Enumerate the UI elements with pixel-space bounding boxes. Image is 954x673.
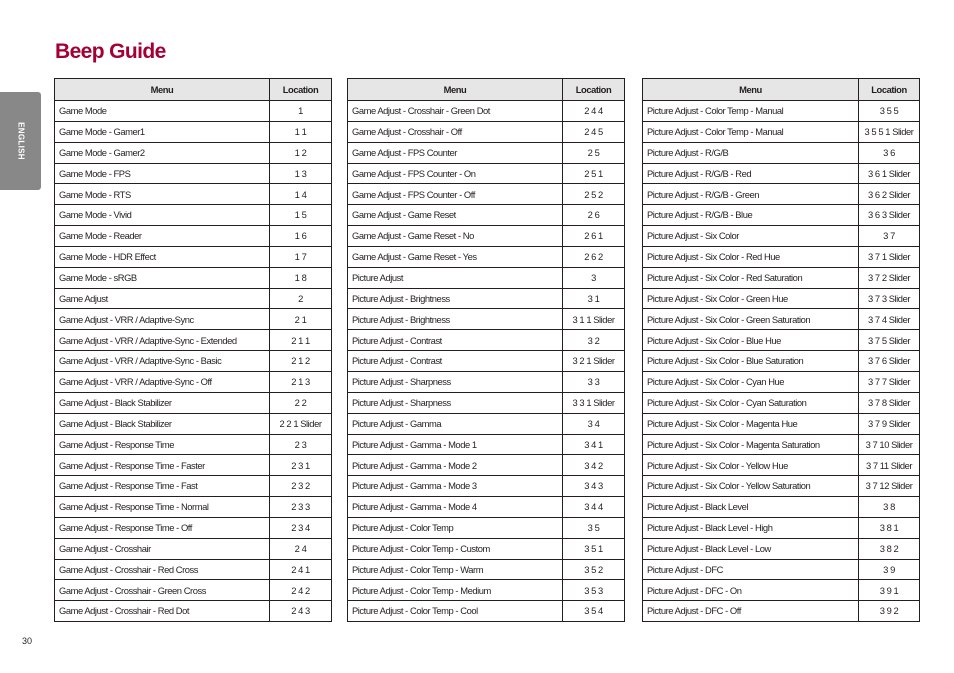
menu-cell: Picture Adjust - R/G/B (643, 142, 859, 163)
language-tab (0, 92, 41, 190)
location-cell: 2 5 (563, 142, 625, 163)
menu-cell: Picture Adjust - Color Temp - Manual (643, 101, 859, 122)
table-row (348, 163, 625, 184)
table-row (643, 455, 920, 476)
table-row (55, 205, 332, 226)
table-row (643, 142, 920, 163)
menu-cell: Game Adjust - VRR / Adaptive-Sync - Extended (55, 330, 270, 351)
menu-cell: Game Adjust - VRR / Adaptive-Sync - Off (55, 371, 270, 392)
location-cell: 2 4 5 (563, 121, 625, 142)
location-cell: 3 9 1 (859, 580, 920, 601)
table-row (55, 517, 332, 538)
table-row (643, 434, 920, 455)
location-cell: 2 4 2 (270, 580, 332, 601)
menu-cell: Picture Adjust - Six Color - Yellow Hue (643, 455, 859, 476)
menu-cell: Game Adjust - FPS Counter (348, 142, 563, 163)
table-row (348, 455, 625, 476)
menu-cell: Picture Adjust - Contrast (348, 351, 563, 372)
location-cell: 3 5 2 (563, 559, 625, 580)
menu-cell: Game Adjust (55, 288, 270, 309)
language-tab-label: ENGLISH (16, 122, 25, 160)
table-row (643, 601, 920, 622)
menu-cell: Picture Adjust - Six Color - Magenta Saturation (643, 434, 859, 455)
table-row (643, 309, 920, 330)
menu-column-header: Menu (348, 79, 563, 101)
location-cell: 2 6 2 (563, 246, 625, 267)
table-row (348, 351, 625, 372)
table-row (55, 101, 332, 122)
location-cell: 3 6 2 Slider (859, 184, 920, 205)
table-row (643, 351, 920, 372)
location-cell: 3 7 3 Slider (859, 288, 920, 309)
table-row (643, 580, 920, 601)
location-cell: 2 3 2 (270, 476, 332, 497)
location-cell: 3 8 1 (859, 517, 920, 538)
location-cell: 3 1 (563, 288, 625, 309)
location-cell: 3 2 (563, 330, 625, 351)
location-cell: 3 7 1 Slider (859, 246, 920, 267)
location-cell: 3 6 3 Slider (859, 205, 920, 226)
location-cell: 1 6 (270, 226, 332, 247)
table-header-row (348, 79, 625, 101)
menu-cell: Picture Adjust - Color Temp - Manual (643, 121, 859, 142)
location-cell: 2 4 (270, 538, 332, 559)
table-row (348, 371, 625, 392)
table-row (643, 476, 920, 497)
location-cell: 3 7 7 Slider (859, 371, 920, 392)
location-cell: 3 8 2 (859, 538, 920, 559)
menu-cell: Picture Adjust - Six Color - Red Saturation (643, 267, 859, 288)
location-cell: 2 6 (563, 205, 625, 226)
table-header-row (643, 79, 920, 101)
table-row (55, 497, 332, 518)
location-cell: 3 6 (859, 142, 920, 163)
location-cell: 2 2 1 Slider (270, 413, 332, 434)
menu-cell: Game Adjust - Crosshair - Green Dot (348, 101, 563, 122)
table-header-row (55, 79, 332, 101)
menu-cell: Picture Adjust - R/G/B - Green (643, 184, 859, 205)
table-row (643, 184, 920, 205)
menu-cell: Picture Adjust - Black Level - High (643, 517, 859, 538)
menu-cell: Picture Adjust - Six Color - Yellow Saturation (643, 476, 859, 497)
menu-cell: Game Adjust - Crosshair (55, 538, 270, 559)
location-column-header: Location (270, 79, 332, 101)
menu-cell: Picture Adjust - Color Temp - Warm (348, 559, 563, 580)
table-row (348, 142, 625, 163)
menu-cell: Picture Adjust - Contrast (348, 330, 563, 351)
menu-cell: Game Adjust - Response Time - Faster (55, 455, 270, 476)
table-row (55, 142, 332, 163)
table-row (348, 288, 625, 309)
table-row (643, 226, 920, 247)
table-row (643, 330, 920, 351)
table-row (643, 413, 920, 434)
location-cell: 3 6 1 Slider (859, 163, 920, 184)
menu-cell: Picture Adjust - Gamma - Mode 4 (348, 497, 563, 518)
location-cell: 1 2 (270, 142, 332, 163)
menu-cell: Game Mode - Gamer1 (55, 121, 270, 142)
menu-cell: Game Mode (55, 101, 270, 122)
table-row (55, 580, 332, 601)
menu-cell: Picture Adjust - Six Color - Magenta Hue (643, 413, 859, 434)
menu-cell: Picture Adjust - Color Temp (348, 517, 563, 538)
menu-cell: Game Adjust - Response Time - Off (55, 517, 270, 538)
menu-cell: Game Adjust - Response Time - Normal (55, 497, 270, 518)
table-row (348, 601, 625, 622)
location-cell: 3 7 9 Slider (859, 413, 920, 434)
table-row (643, 538, 920, 559)
menu-cell: Picture Adjust - Gamma - Mode 3 (348, 476, 563, 497)
table-row (348, 226, 625, 247)
location-cell: 1 5 (270, 205, 332, 226)
location-cell: 3 5 (563, 517, 625, 538)
table-row (643, 497, 920, 518)
location-cell: 2 3 1 (270, 455, 332, 476)
menu-cell: Game Adjust - Crosshair - Red Cross (55, 559, 270, 580)
table-row (348, 121, 625, 142)
location-cell: 1 4 (270, 184, 332, 205)
menu-cell: Picture Adjust - Black Level - Low (643, 538, 859, 559)
table-row (348, 267, 625, 288)
table-row (55, 267, 332, 288)
menu-cell: Game Adjust - Black Stabilizer (55, 413, 270, 434)
location-cell: 3 7 10 Slider (859, 434, 920, 455)
menu-cell: Picture Adjust - Gamma - Mode 2 (348, 455, 563, 476)
menu-cell: Game Mode - Reader (55, 226, 270, 247)
table-row (348, 538, 625, 559)
menu-cell: Game Mode - HDR Effect (55, 246, 270, 267)
table-row (643, 517, 920, 538)
location-cell: 1 (270, 101, 332, 122)
location-cell: 3 4 2 (563, 455, 625, 476)
table-row (348, 184, 625, 205)
table-row (643, 246, 920, 267)
location-cell: 3 4 3 (563, 476, 625, 497)
location-cell: 3 2 1 Slider (563, 351, 625, 372)
location-cell: 2 1 2 (270, 351, 332, 372)
table-row (348, 476, 625, 497)
location-cell: 1 3 (270, 163, 332, 184)
location-cell: 3 5 5 1 Slider (859, 121, 920, 142)
table-row (348, 580, 625, 601)
menu-cell: Game Mode - Gamer2 (55, 142, 270, 163)
table-row (55, 163, 332, 184)
menu-cell: Game Adjust - Black Stabilizer (55, 392, 270, 413)
location-cell: 3 4 (563, 413, 625, 434)
menu-cell: Picture Adjust - Six Color - Red Hue (643, 246, 859, 267)
location-cell: 3 7 2 Slider (859, 267, 920, 288)
location-cell: 3 7 12 Slider (859, 476, 920, 497)
menu-cell: Picture Adjust - Black Level (643, 497, 859, 518)
beep-table-3 (642, 78, 920, 622)
table-row (55, 392, 332, 413)
table-row (55, 538, 332, 559)
table-row (348, 559, 625, 580)
location-cell: 2 1 (270, 309, 332, 330)
location-cell: 2 3 4 (270, 517, 332, 538)
location-cell: 3 7 (859, 226, 920, 247)
table-row (55, 309, 332, 330)
page-title: Beep Guide (55, 40, 166, 63)
table-row (55, 121, 332, 142)
menu-column-header: Menu (55, 79, 270, 101)
menu-cell: Picture Adjust - Gamma (348, 413, 563, 434)
table-row (55, 330, 332, 351)
menu-cell: Game Mode - Vivid (55, 205, 270, 226)
table-row (348, 392, 625, 413)
location-cell: 3 7 5 Slider (859, 330, 920, 351)
table-row (643, 392, 920, 413)
menu-cell: Game Adjust - FPS Counter - Off (348, 184, 563, 205)
location-cell: 3 4 4 (563, 497, 625, 518)
location-cell: 3 9 2 (859, 601, 920, 622)
menu-cell: Picture Adjust - R/G/B - Blue (643, 205, 859, 226)
location-cell: 2 1 3 (270, 371, 332, 392)
table-row (348, 309, 625, 330)
table-row (643, 288, 920, 309)
menu-cell: Game Mode - FPS (55, 163, 270, 184)
page-number: 30 (22, 636, 33, 646)
menu-cell: Picture Adjust - Six Color - Blue Saturation (643, 351, 859, 372)
menu-cell: Picture Adjust - Six Color - Blue Hue (643, 330, 859, 351)
location-cell: 3 9 (859, 559, 920, 580)
location-cell: 2 (270, 288, 332, 309)
table-row (55, 226, 332, 247)
location-cell: 2 6 1 (563, 226, 625, 247)
location-cell: 3 7 11 Slider (859, 455, 920, 476)
table-row (643, 267, 920, 288)
table-row (643, 205, 920, 226)
menu-cell: Picture Adjust - Six Color - Green Hue (643, 288, 859, 309)
table-row (55, 413, 332, 434)
location-cell: 3 5 3 (563, 580, 625, 601)
location-cell: 3 5 1 (563, 538, 625, 559)
table-row (348, 413, 625, 434)
location-cell: 2 2 (270, 392, 332, 413)
location-cell: 3 3 (563, 371, 625, 392)
location-cell: 2 1 1 (270, 330, 332, 351)
table-row (348, 101, 625, 122)
table-row (55, 371, 332, 392)
location-cell: 2 5 1 (563, 163, 625, 184)
menu-cell: Picture Adjust - DFC (643, 559, 859, 580)
menu-cell: Game Adjust - Crosshair - Red Dot (55, 601, 270, 622)
table-row (55, 476, 332, 497)
menu-column-header: Menu (643, 79, 859, 101)
table-row (55, 351, 332, 372)
beep-table-1 (54, 78, 332, 622)
table-row (643, 559, 920, 580)
table-row (348, 434, 625, 455)
location-cell: 3 8 (859, 497, 920, 518)
menu-cell: Game Adjust - Response Time - Fast (55, 476, 270, 497)
location-cell: 2 5 2 (563, 184, 625, 205)
menu-cell: Game Adjust - Game Reset (348, 205, 563, 226)
table-row (348, 497, 625, 518)
table-row (55, 559, 332, 580)
location-cell: 3 5 4 (563, 601, 625, 622)
table-row (643, 371, 920, 392)
menu-cell: Game Adjust - Crosshair - Off (348, 121, 563, 142)
menu-cell: Picture Adjust - DFC - Off (643, 601, 859, 622)
table-row (55, 184, 332, 205)
location-cell: 2 3 (270, 434, 332, 455)
menu-cell: Game Adjust - VRR / Adaptive-Sync - Basic (55, 351, 270, 372)
table-row (348, 246, 625, 267)
menu-cell: Picture Adjust - Six Color (643, 226, 859, 247)
location-cell: 1 7 (270, 246, 332, 267)
menu-cell: Game Adjust - VRR / Adaptive-Sync (55, 309, 270, 330)
location-cell: 3 7 4 Slider (859, 309, 920, 330)
menu-cell: Game Adjust - Game Reset - Yes (348, 246, 563, 267)
menu-cell: Picture Adjust - DFC - On (643, 580, 859, 601)
location-cell: 2 4 4 (563, 101, 625, 122)
menu-cell: Picture Adjust - Color Temp - Custom (348, 538, 563, 559)
menu-cell: Picture Adjust - Six Color - Cyan Hue (643, 371, 859, 392)
location-column-header: Location (859, 79, 920, 101)
menu-cell: Game Adjust - Game Reset - No (348, 226, 563, 247)
menu-cell: Picture Adjust - Brightness (348, 309, 563, 330)
location-cell: 3 4 1 (563, 434, 625, 455)
location-cell: 2 4 1 (270, 559, 332, 580)
location-cell: 1 8 (270, 267, 332, 288)
table-row (55, 601, 332, 622)
table-row (55, 246, 332, 267)
menu-cell: Picture Adjust - Sharpness (348, 371, 563, 392)
location-cell: 3 5 5 (859, 101, 920, 122)
location-cell: 3 1 1 Slider (563, 309, 625, 330)
table-row (348, 330, 625, 351)
location-cell: 2 3 3 (270, 497, 332, 518)
menu-cell: Game Adjust - Response Time (55, 434, 270, 455)
table-row (643, 101, 920, 122)
menu-cell: Picture Adjust - R/G/B - Red (643, 163, 859, 184)
menu-cell: Picture Adjust - Color Temp - Cool (348, 601, 563, 622)
table-row (348, 517, 625, 538)
table-row (55, 455, 332, 476)
beep-table-2 (347, 78, 625, 622)
menu-cell: Picture Adjust - Color Temp - Medium (348, 580, 563, 601)
table-row (643, 163, 920, 184)
menu-cell: Game Mode - sRGB (55, 267, 270, 288)
location-cell: 3 7 6 Slider (859, 351, 920, 372)
table-row (55, 288, 332, 309)
table-row (643, 121, 920, 142)
menu-cell: Picture Adjust - Gamma - Mode 1 (348, 434, 563, 455)
menu-cell: Picture Adjust - Six Color - Green Saturation (643, 309, 859, 330)
location-cell: 3 (563, 267, 625, 288)
menu-cell: Game Mode - RTS (55, 184, 270, 205)
menu-cell: Picture Adjust - Six Color - Cyan Saturation (643, 392, 859, 413)
menu-cell: Picture Adjust - Sharpness (348, 392, 563, 413)
menu-cell: Game Adjust - Crosshair - Green Cross (55, 580, 270, 601)
location-cell: 3 3 1 Slider (563, 392, 625, 413)
menu-cell: Picture Adjust (348, 267, 563, 288)
menu-cell: Picture Adjust - Brightness (348, 288, 563, 309)
menu-cell: Game Adjust - FPS Counter - On (348, 163, 563, 184)
table-row (348, 205, 625, 226)
location-cell: 2 4 3 (270, 601, 332, 622)
location-column-header: Location (563, 79, 625, 101)
table-row (55, 434, 332, 455)
location-cell: 1 1 (270, 121, 332, 142)
location-cell: 3 7 8 Slider (859, 392, 920, 413)
